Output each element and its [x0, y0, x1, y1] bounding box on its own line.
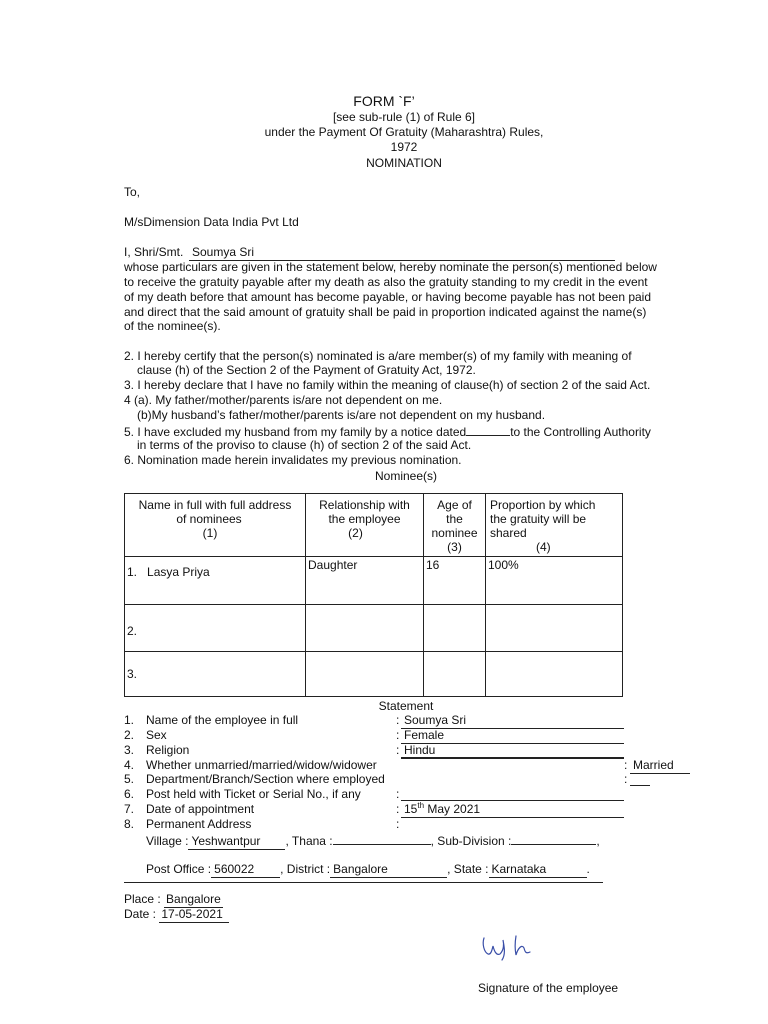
nominee-age-cell	[424, 605, 486, 652]
statement-heading: Statement	[378, 699, 434, 713]
nominee-proportion-cell	[486, 557, 623, 605]
nominee-row-number: 1.	[127, 565, 138, 579]
place-line	[124, 892, 223, 908]
clause-2-line-2: clause (h) of the Section 2 of the Payment of Gratuity Act, 1972.	[137, 363, 476, 377]
statement-label-religion: Religion	[146, 743, 190, 757]
nomination-heading: NOMINATION	[366, 156, 442, 170]
statement-label-address: Permanent Address	[146, 817, 252, 831]
nominee-name-cell	[125, 557, 306, 605]
statement-item-number: 3.	[124, 743, 135, 757]
colon: :	[624, 758, 628, 772]
district-label: , District :	[280, 862, 331, 876]
post-office-label: Post Office :	[146, 862, 212, 876]
marital-status-value: Married	[633, 758, 674, 772]
declaration-line-3: of my death before that amount has become payable, or having become payable has not been paid	[124, 290, 652, 304]
sub-division-blank	[511, 832, 596, 845]
state-period: .	[586, 862, 590, 876]
employee-name-field	[189, 245, 615, 261]
column-header-proportion-line-2: the gratuity will be	[490, 512, 587, 526]
column-header-proportion-line-3: shared	[490, 526, 527, 540]
clause-3: 3. I hereby declare that I have no family within the meaning of clause(h) of section 2 of the said Act.	[124, 378, 651, 392]
marital-status-field	[630, 758, 690, 774]
signature-stroke	[483, 938, 504, 960]
nominee-name: Lasya Priya	[147, 565, 210, 579]
address-line-post-office	[146, 862, 590, 878]
employee-full-name-field	[401, 713, 624, 729]
statement-item-number: 5.	[124, 772, 135, 786]
year-text: 1972	[390, 140, 418, 154]
department-blank	[630, 785, 650, 786]
colon: :	[396, 802, 400, 816]
thana-label: , Thana :	[285, 834, 333, 848]
sex-field	[401, 728, 624, 744]
clause-4a: 4 (a). My father/mother/parents is/are not dependent on me.	[124, 393, 443, 407]
statement-item-number: 6.	[124, 787, 135, 801]
nominee-row	[125, 652, 623, 697]
clause-5-text-end: to the Controlling Authority	[510, 425, 651, 439]
employee-name-value: Soumya Sri	[192, 245, 255, 259]
column-header-name	[125, 494, 306, 557]
state-label: , State :	[447, 862, 489, 876]
to-label: To,	[124, 185, 141, 199]
appointment-date-rest: May 2021	[424, 802, 481, 816]
village-value: Yeshwantpur	[188, 834, 285, 850]
column-header-relationship-line-2: the employee	[328, 512, 401, 526]
colon: :	[396, 743, 400, 757]
date-value: 17-05-2021	[159, 907, 229, 923]
colon: :	[624, 772, 628, 786]
nominee-row-number: 2.	[127, 624, 138, 638]
column-header-age-number: (3)	[447, 540, 462, 554]
nominee-relationship-cell	[306, 557, 424, 605]
colon: :	[396, 817, 400, 831]
column-header-age-line-2: the	[446, 512, 463, 526]
clause-5-line-2: in terms of the proviso to clause (h) of section 2 of the said Act.	[137, 438, 472, 452]
nominee-row	[125, 557, 623, 605]
column-header-age-line-3: nominee	[431, 526, 478, 540]
clause-5-text-start: 5. I have excluded my husband from my family by a notice dated	[124, 425, 467, 439]
column-header-age	[424, 494, 486, 557]
nominee-relationship-cell	[306, 652, 424, 697]
signature-stroke	[515, 936, 530, 955]
clause-4b: (b)My husband’s father/mother/parents is/are not dependent on my husband.	[137, 408, 546, 422]
statement-label-sex: Sex	[146, 728, 167, 742]
nominee-proportion: 100%	[488, 558, 519, 572]
appointment-date-field	[401, 802, 624, 818]
nominee-age: 16	[426, 558, 440, 572]
column-header-relationship	[306, 494, 424, 557]
nominees-header-row	[125, 494, 623, 557]
statement-label-department: Department/Branch/Section where employed	[146, 772, 385, 786]
sub-division-comma: ,	[596, 834, 600, 848]
state-value: Karnataka	[489, 862, 587, 878]
date-label: Date :	[124, 907, 157, 921]
declaration-line-5: of the nominee(s).	[124, 319, 221, 333]
place-value: Bangalore	[164, 892, 223, 908]
nominee-row-number: 3.	[127, 667, 138, 681]
sub-rule-text: [see sub-rule (1) of Rule 6]	[332, 110, 476, 124]
statement-label-post-held: Post held with Ticket or Serial No., if any	[146, 787, 361, 801]
statement-label-marital-status: Whether unmarried/married/widow/widower	[146, 758, 377, 772]
company-name: M/sDimension Data India Pvt Ltd	[124, 215, 299, 229]
statement-label-appointment-date: Date of appointment	[146, 802, 255, 816]
nominee-relationship: Daughter	[308, 558, 358, 572]
column-header-age-line-1: Age of	[437, 498, 472, 512]
employee-full-name-value: Soumya Sri	[404, 713, 467, 727]
statement-label-name: Name of the employee in full	[146, 713, 299, 727]
appointment-date-day: 15	[404, 802, 418, 816]
statement-item-number: 2.	[124, 728, 135, 742]
nominee-age-cell	[424, 557, 486, 605]
nominees-table	[124, 493, 623, 697]
notice-date-blank	[466, 424, 510, 436]
nominee-proportion-cell	[486, 605, 623, 652]
sex-value: Female	[404, 728, 445, 742]
colon: :	[396, 713, 400, 727]
post-office-value: 560022	[211, 862, 280, 878]
village-label: Village :	[146, 834, 189, 848]
clause-2-line-1: 2. I hereby certify that the person(s) nominated is a/are member(s) of my family with meaning of	[124, 349, 632, 363]
declaration-line-4: and direct that the said amount of gratuity shall be paid in proportion indicated against the name(s)	[124, 305, 647, 319]
column-header-relationship-number: (2)	[348, 526, 363, 540]
place-label: Place :	[124, 892, 161, 906]
thana-blank	[333, 832, 431, 845]
declaration-line-1: whose particulars are given in the statement below, hereby nominate the person(s) mentioned below	[124, 260, 657, 274]
nominee-age-cell	[424, 652, 486, 697]
column-header-name-number: (1)	[202, 526, 218, 540]
post-held-blank	[401, 800, 624, 801]
column-header-relationship-line-1: Relationship with	[319, 498, 410, 512]
statement-item-number: 1.	[124, 713, 135, 727]
form-title: FORM `F’	[353, 93, 415, 109]
column-header-proportion-number: (4)	[536, 540, 551, 554]
religion-value: Hindu	[404, 743, 436, 757]
colon: :	[396, 787, 400, 801]
nominee-name-cell	[125, 652, 306, 697]
signature-caption: Signature of the employee	[478, 981, 619, 995]
address-line-village	[146, 832, 600, 850]
statement-item-number: 8.	[124, 817, 135, 831]
statement-item-number: 7.	[124, 802, 135, 816]
nominee-name-cell	[125, 605, 306, 652]
district-value: Bangalore	[330, 862, 447, 878]
column-header-name-line-2: of nominees	[176, 512, 242, 526]
nominee-row	[125, 605, 623, 652]
nominees-heading: Nominee(s)	[374, 469, 437, 483]
religion-underline-extra	[401, 757, 624, 758]
column-header-proportion-line-1: Proportion by which	[490, 498, 596, 512]
nominee-relationship-cell	[306, 605, 424, 652]
sub-division-label: , Sub-Division :	[430, 834, 512, 848]
address-divider	[124, 882, 603, 883]
handwritten-signature	[478, 930, 538, 962]
column-header-name-line-1: Name in full with full address	[138, 498, 292, 512]
declaration-line-2: to receive the gratuity payable after my death as also the gratuity standing to my credit in the event	[124, 275, 648, 289]
nominee-proportion-cell	[486, 652, 623, 697]
act-title-text: under the Payment Of Gratuity (Maharashtra) Rules,	[264, 125, 544, 139]
date-line	[124, 907, 229, 923]
colon: :	[396, 728, 400, 742]
statement-item-number: 4.	[124, 758, 135, 772]
appointment-date-suffix: th	[417, 801, 425, 810]
column-header-proportion	[486, 494, 623, 557]
declaration-prefix: I, Shri/Smt.	[124, 245, 184, 259]
clause-6: 6. Nomination made herein invalidates my previous nomination.	[124, 453, 462, 467]
